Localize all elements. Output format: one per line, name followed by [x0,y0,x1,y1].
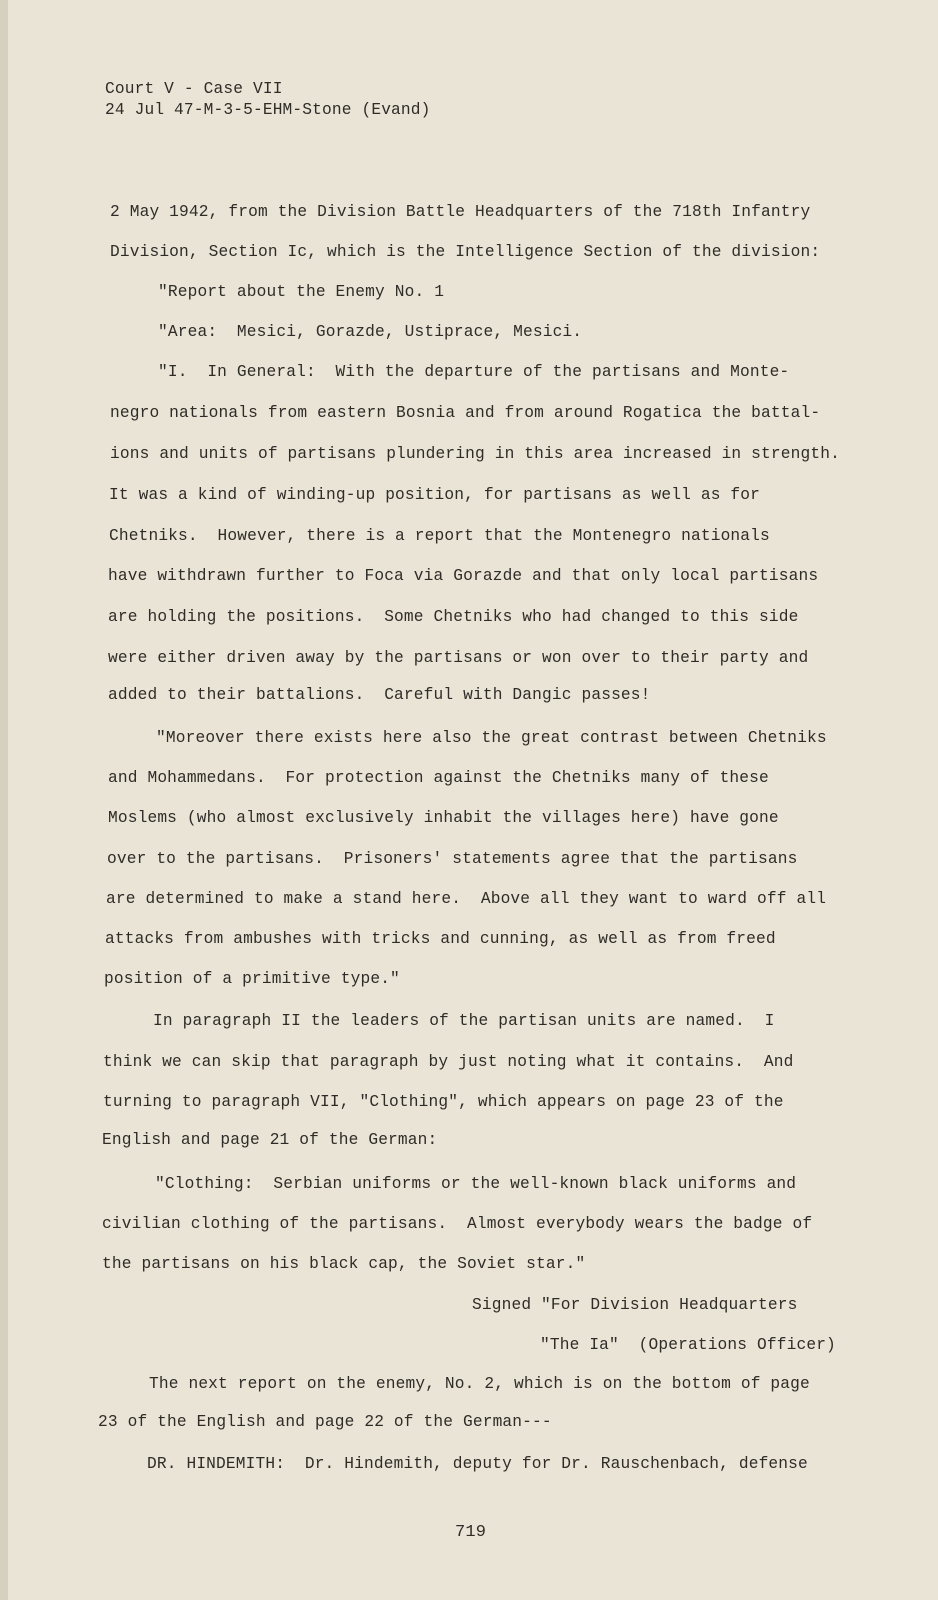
text-line: over to the partisans. Prisoners' statements agree that the partisans [107,850,798,868]
text-line: negro nationals from eastern Bosnia and from around Rogatica the battal- [110,404,821,422]
court-case-line: Court V - Case VII [105,80,283,98]
text-line: added to their battalions. Careful with Dangic passes! [108,686,651,704]
text-line: attacks from ambushes with tricks and cunning, as well as from freed [105,930,776,948]
text-line: "Clothing: Serbian uniforms or the well-known black uniforms and [155,1175,797,1193]
text-line: "I. In General: With the departure of the partisans and Monte- [158,363,790,381]
signature-title-line: "The Ia" (Operations Officer) [540,1336,836,1354]
text-line: "Area: Mesici, Gorazde, Ustiprace, Mesici. [158,323,583,341]
text-line: Chetniks. However, there is a report that the Montenegro nationals [109,527,770,545]
text-line: "Report about the Enemy No. 1 [158,283,445,301]
text-line: were either driven away by the partisans or won over to their party and [108,649,809,667]
text-line: 23 of the English and page 22 of the German--- [98,1413,552,1431]
text-line: ions and units of partisans plundering in this area increased in strength. [110,445,840,463]
text-line: think we can skip that paragraph by just noting what it contains. And [103,1053,794,1071]
text-line: "Moreover there exists here also the great contrast between Chetniks [156,729,827,747]
signature-line: Signed "For Division Headquarters [472,1296,798,1314]
text-line: position of a primitive type." [104,970,400,988]
text-line: Moslems (who almost exclusively inhabit the villages here) have gone [108,809,779,827]
page-number: 719 [455,1523,487,1542]
text-line: In paragraph II the leaders of the partisan units are named. I [153,1012,775,1030]
text-line: English and page 21 of the German: [102,1131,438,1149]
text-line: have withdrawn further to Foca via Gorazde and that only local partisans [108,567,819,585]
text-line: civilian clothing of the partisans. Almost everybody wears the badge of [102,1215,813,1233]
transcript-id-line: 24 Jul 47-M-3-5-EHM-Stone (Evand) [105,101,431,119]
text-line: turning to paragraph VII, "Clothing", which appears on page 23 of the [103,1093,784,1111]
text-line: the partisans on his black cap, the Soviet star." [102,1255,586,1273]
text-line: are determined to make a stand here. Above all they want to ward off all [106,890,827,908]
text-line: Division, Section Ic, which is the Intelligence Section of the division: [110,243,821,261]
text-line: The next report on the enemy, No. 2, which is on the bottom of page [149,1375,810,1393]
text-line: and Mohammedans. For protection against the Chetniks many of these [108,769,769,787]
text-line: are holding the positions. Some Chetniks who had changed to this side [108,608,799,626]
text-line: It was a kind of winding-up position, for partisans as well as for [109,486,761,504]
case-header [105,79,431,121]
speaker-line: DR. HINDEMITH: Dr. Hindemith, deputy for Dr. Rauschenbach, defense [147,1455,808,1473]
text-line: 2 May 1942, from the Division Battle Headquarters of the 718th Infantry [110,203,811,221]
